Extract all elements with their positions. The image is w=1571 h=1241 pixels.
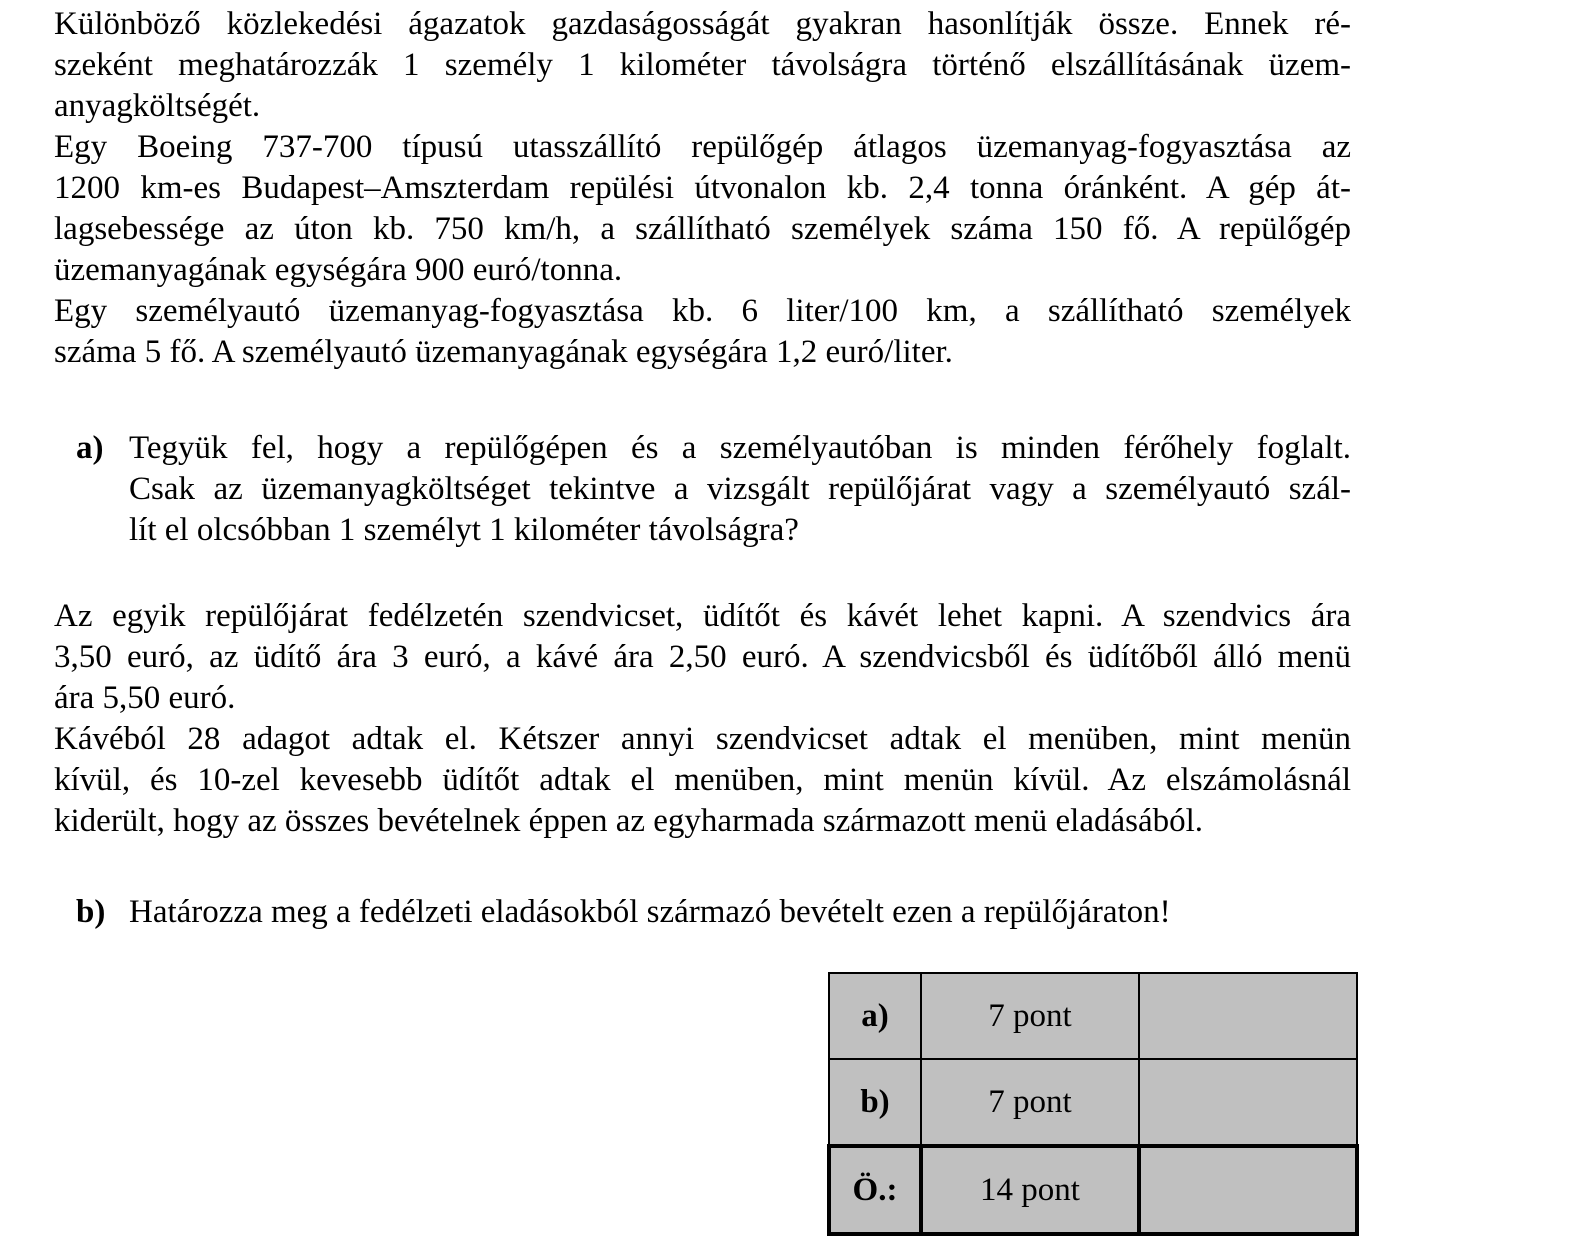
part-label-cell: a) <box>829 973 921 1059</box>
total-points-cell: 14 pont <box>921 1146 1139 1234</box>
text-line: lít el olcsóbban 1 személyt 1 kilométer távolságra? <box>129 512 799 548</box>
question-a <box>76 428 1351 551</box>
question-label: b) <box>76 894 106 930</box>
text-line: Az egyik repülőjárat fedélzetén szendvicset, üdítőt és kávét lehet kapni. A szendvics ára <box>54 598 1351 634</box>
text-line: Határozza meg a fedélzeti eladásokból származó bevételt ezen a repülőjáraton! <box>129 894 1171 930</box>
text-line: szeként meghatározzák 1 személy 1 kilométer távolságra történő elszállításának üzem- <box>54 47 1351 83</box>
text-line: kiderült, hogy az összes bevételnek éppen az egyharmada származott menü eladásából. <box>54 803 1204 839</box>
question-text <box>129 428 1351 551</box>
question-label: a) <box>76 430 104 466</box>
text-line: Tegyük fel, hogy a repülőgépen és a személyautóban is minden férőhely foglalt. <box>129 430 1351 466</box>
text-line: 3,50 euró, az üdítő ára 3 euró, a kávé ára 2,50 euró. A szendvicsből és üdítőből álló menü <box>54 639 1351 675</box>
table-row <box>829 1059 1357 1146</box>
text-line: kívül, és 10-zel kevesebb üdítőt adtak el menüben, mint menün kívül. Az elszámolásnál <box>54 762 1351 798</box>
total-score-cell[interactable] <box>1139 1146 1357 1234</box>
question-b <box>76 892 1351 933</box>
max-points-cell: 7 pont <box>921 1059 1139 1146</box>
text-line: Különböző közlekedési ágazatok gazdaságosságát gyakran hasonlítják össze. Ennek ré- <box>54 6 1351 42</box>
score-cell[interactable] <box>1139 973 1357 1059</box>
total-row <box>829 1146 1357 1234</box>
middle-paragraph <box>54 596 1351 842</box>
score-cell[interactable] <box>1139 1059 1357 1146</box>
text-line: Egy Boeing 737-700 típusú utasszállító repülőgép átlagos üzemanyag-fogyasztása az <box>54 129 1351 165</box>
text-line: Csak az üzemanyagköltséget tekintve a vizsgált repülőjárat vagy a személyautó szál- <box>129 471 1351 507</box>
question-text <box>129 892 1351 933</box>
text-line: 1200 km-es Budapest–Amszterdam repülési útvonalon kb. 2,4 tonna óránként. A gép át- <box>54 170 1351 206</box>
text-line: üzemanyagának egységára 900 euró/tonna. <box>54 252 623 288</box>
text-line: lagsebessége az úton kb. 750 km/h, a szállítható személyek száma 150 fő. A repülőgép <box>54 211 1351 247</box>
points-table <box>827 972 1359 1236</box>
max-points-cell: 7 pont <box>921 973 1139 1059</box>
total-label-cell: Ö.: <box>829 1146 921 1234</box>
text-line: száma 5 fő. A személyautó üzemanyagának egységára 1,2 euró/liter. <box>54 334 953 370</box>
part-label-cell: b) <box>829 1059 921 1146</box>
text-line: anyagköltségét. <box>54 88 261 124</box>
text-line: Kávéból 28 adagot adtak el. Kétszer annyi szendvicset adtak el menüben, mint menün <box>54 721 1351 757</box>
text-line: ára 5,50 euró. <box>54 680 236 716</box>
text-line: Egy személyautó üzemanyag-fogyasztása kb. 6 liter/100 km, a szállítható személyek <box>54 293 1351 329</box>
table-row <box>829 973 1357 1059</box>
intro-paragraph <box>54 4 1351 373</box>
